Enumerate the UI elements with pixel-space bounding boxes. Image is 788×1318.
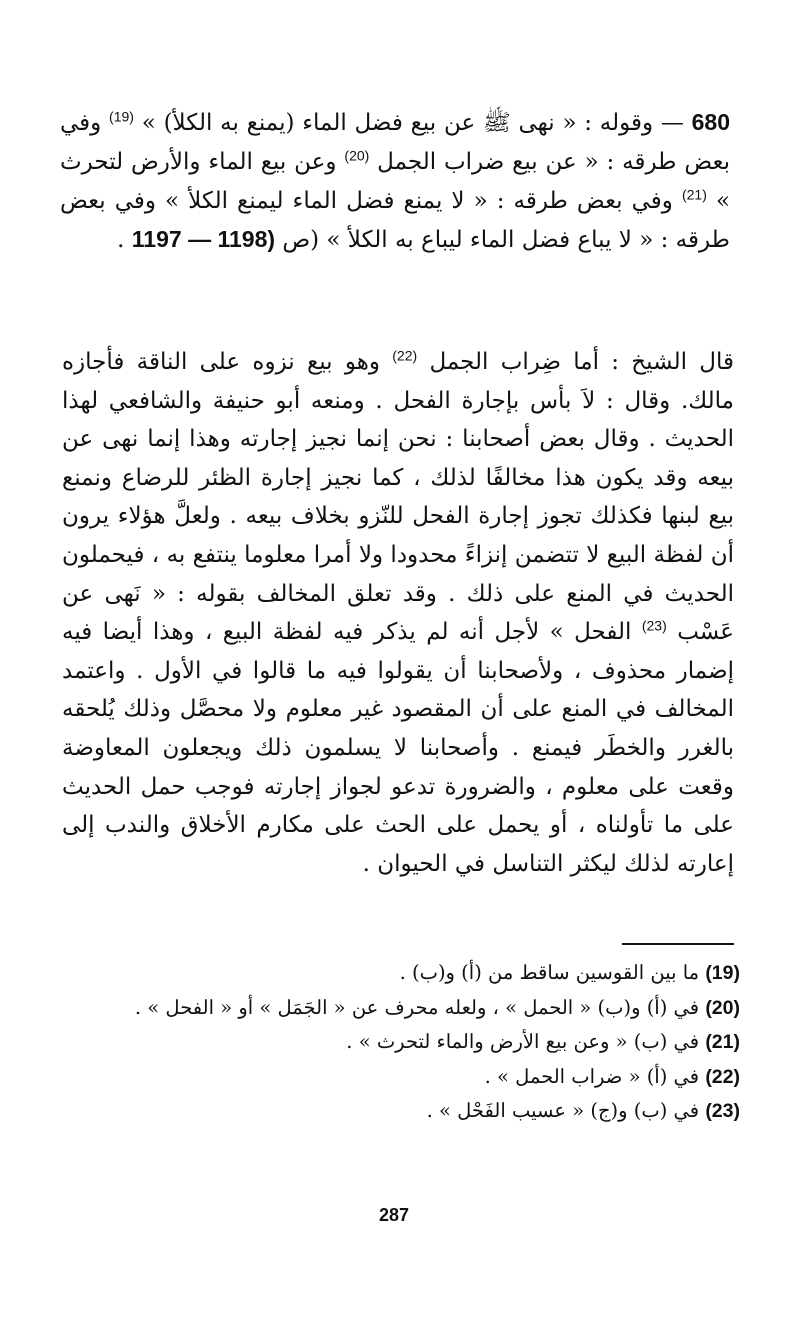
footnote-item (80, 956, 740, 991)
commentary-paragraph (62, 343, 734, 883)
footnote-marker-21[interactable]: (21) (681, 185, 707, 202)
footnote-marker-23[interactable]: (23) (641, 617, 667, 634)
commentary-text-1: قال الشيخ : أما ضِراب الجمل (429, 349, 735, 375)
commentary-text-3: الفحل » لأجل أنه لم يذكر فيه لفظة البيع ، وهذا أيضا فيه إضمار محذوف ، ولأصحابنا أن يقولوا فيه ما قالوا في الأول . واعتمد المخالف في المنع على أن المقصود غير معلوم ولا محصَّل وذلك يُلحقه بالغرر والخطَر فيمنع . وأصحابنا لا يسلمون ذلك ويجعلون المعاوضة وقعت على معلوم ، والضرورة تدعو لجواز إجارته فوجب حمل الحديث على ما تأولناه ، أو يحمل على الحث على مكارم الأخلاق والندب إلى إعارته لذلك ليكثر التناسل في الحيوان . (62, 619, 734, 877)
footnote-item (80, 1060, 740, 1095)
footnote-marker-20[interactable]: (20) (344, 147, 370, 164)
footnote-text: في (ب) و(ج) « عسيب الفَحْل » . (426, 1099, 700, 1122)
footnote-item (80, 1094, 740, 1129)
page-reference-end: . (117, 227, 125, 254)
footnote-text: في (أ) « ضراب الحمل » . (484, 1064, 700, 1088)
page-reference-range: 1197 — 1198) (131, 226, 276, 253)
footnote-number: (23) (705, 1100, 740, 1122)
footnote-number: (20) (705, 996, 740, 1019)
entry-text-4: وفي بعض طرقه : « لا يمنع فضل الماء ليمنع الكلأ » وفي بعض طرقه : « لا يباع فضل الماء ليباع به الكلأ » (60, 187, 730, 254)
footnote-text: في (ب) « وعن بيع الأرض والماء لتحرث » . (346, 1030, 700, 1053)
footnote-number: (21) (705, 1031, 740, 1053)
footnotes-list (80, 956, 740, 1129)
entry-text-1: وقوله : « نهى ﷺ عن بيع فضل الماء (يمنع به الكلأ) » (141, 110, 654, 136)
hadith-entry-680 (60, 103, 730, 260)
entry-number: 680 (691, 109, 731, 135)
footnote-text: في (أ) و(ب) « الحمل » ، ولعله محرف عن « الجَمَل » أو « الفحل » . (134, 995, 700, 1019)
footnote-item (80, 991, 740, 1026)
footnote-separator (622, 943, 734, 945)
page-reference-open: (ص (282, 227, 320, 254)
entry-text-3: وعن بيع الماء والأرض لتحرث » (60, 148, 731, 214)
footnote-marker-22[interactable]: (22) (392, 347, 418, 364)
footnote-number: (19) (705, 962, 740, 984)
footnote-number: (22) (705, 1065, 740, 1088)
page-number: 287 (378, 1205, 410, 1225)
footnote-marker-19[interactable]: (19) (109, 108, 134, 125)
commentary-text-2: وهو بيع نزوه على الناقة فأجازه مالك. وقال : لاَ بأس بإجارة الفحل . ومنعه أبو حنيفة والشافعي لهذا الحديث . وقال بعض أصحابنا : نحن إنما نجيز إجارته وهذا إنما نهى عن بيعه وقد يكون هذا مخالفًا لذلك ، كما نجيز إجارة الظئر للرضاع ونمنع بيع لبنها فكذلك تجوز إجارة الفحل للنّزو بخلاف بيعه . ولعلَّ هؤلاء يرون أن لفظة البيع لا تتضمن إنزاءً محدودا ولا أمرا معلوما ينتفع به ، فيحملون الحديث في المنع على ذلك . وقد تعلق المخالف بقوله : « نَهى عن عَسْب (62, 349, 735, 646)
entry-dash: — (660, 110, 684, 136)
footnote-text: ما بين القوسين ساقط من (أ) و(ب) . (399, 961, 700, 984)
footnote-item (80, 1025, 740, 1060)
page-reference (117, 227, 319, 253)
entry-text-2: وفي بعض طرقه : « عن بيع ضراب الجمل (60, 110, 730, 175)
